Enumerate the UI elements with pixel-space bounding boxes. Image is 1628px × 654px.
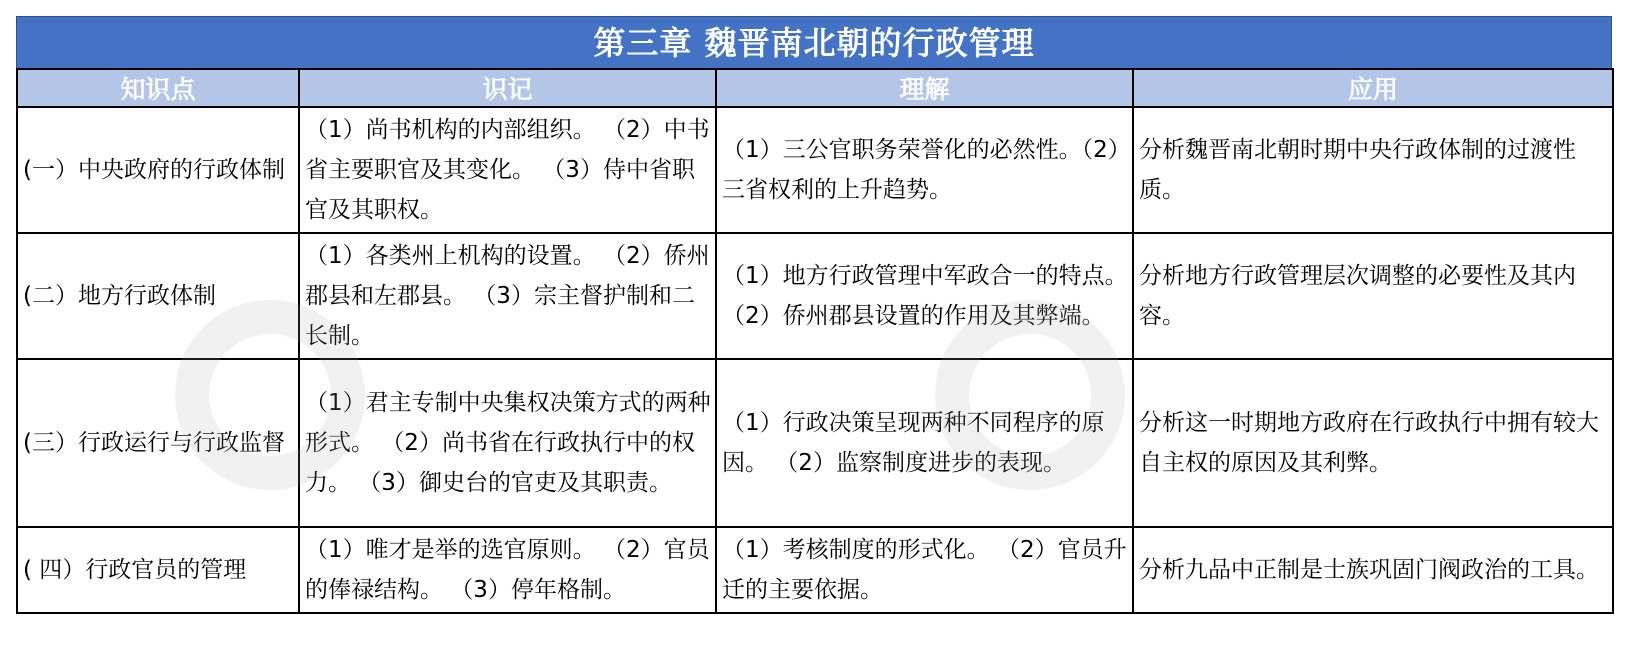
cell-apply: 分析地方行政管理层次调整的必要性及其内容。 xyxy=(1133,233,1613,359)
cell-topic: (三）行政运行与行政监督 xyxy=(17,359,299,527)
cell-apply: 分析魏晋南北朝时期中央行政体制的过渡性质。 xyxy=(1133,107,1613,233)
cell-apply: 分析九品中正制是士族巩固门阀政治的工具。 xyxy=(1133,527,1613,613)
cell-understand: （1）行政决策呈现两种不同程序的原因。 （2）监察制度进步的表现。 xyxy=(716,359,1133,527)
table-row xyxy=(17,359,1613,527)
column-header-topic: 知识点 xyxy=(17,69,299,107)
cell-topic: (二）地方行政体制 xyxy=(17,233,299,359)
column-header-understand: 理解 xyxy=(716,69,1133,107)
column-header-apply: 应用 xyxy=(1133,69,1613,107)
table-row xyxy=(17,107,1613,233)
cell-topic: ( 四）行政官员的管理 xyxy=(17,527,299,613)
knowledge-table xyxy=(16,68,1614,614)
header-row xyxy=(17,69,1613,107)
page-title: 第三章 魏晋南北朝的行政管理 xyxy=(16,16,1612,68)
cell-understand: （1）三公官职务荣誉化的必然性。（2）三省权利的上升趋势。 xyxy=(716,107,1133,233)
cell-recall: （1）唯才是举的选官原则。 （2）官员的俸禄结构。 （3）停年格制。 xyxy=(299,527,716,613)
cell-recall: （1）尚书机构的内部组织。 （2）中书省主要职官及其变化。 （3）侍中省职官及其职权。 xyxy=(299,107,716,233)
document-table-wrapper xyxy=(16,16,1612,614)
cell-topic: (一）中央政府的行政体制 xyxy=(17,107,299,233)
cell-recall: （1）君主专制中央集权决策方式的两种形式。 （2）尚书省在行政执行中的权力。 （3）御史台的官吏及其职责。 xyxy=(299,359,716,527)
table-row xyxy=(17,233,1613,359)
cell-understand: （1）地方行政管理中军政合一的特点。 （2）侨州郡县设置的作用及其弊端。 xyxy=(716,233,1133,359)
cell-apply: 分析这一时期地方政府在行政执行中拥有较大自主权的原因及其利弊。 xyxy=(1133,359,1613,527)
cell-recall: （1）各类州上机构的设置。 （2）侨州郡县和左郡县。 （3）宗主督护制和二长制。 xyxy=(299,233,716,359)
table-row xyxy=(17,527,1613,613)
cell-understand: （1）考核制度的形式化。 （2）官员升迁的主要依据。 xyxy=(716,527,1133,613)
column-header-recall: 识记 xyxy=(299,69,716,107)
